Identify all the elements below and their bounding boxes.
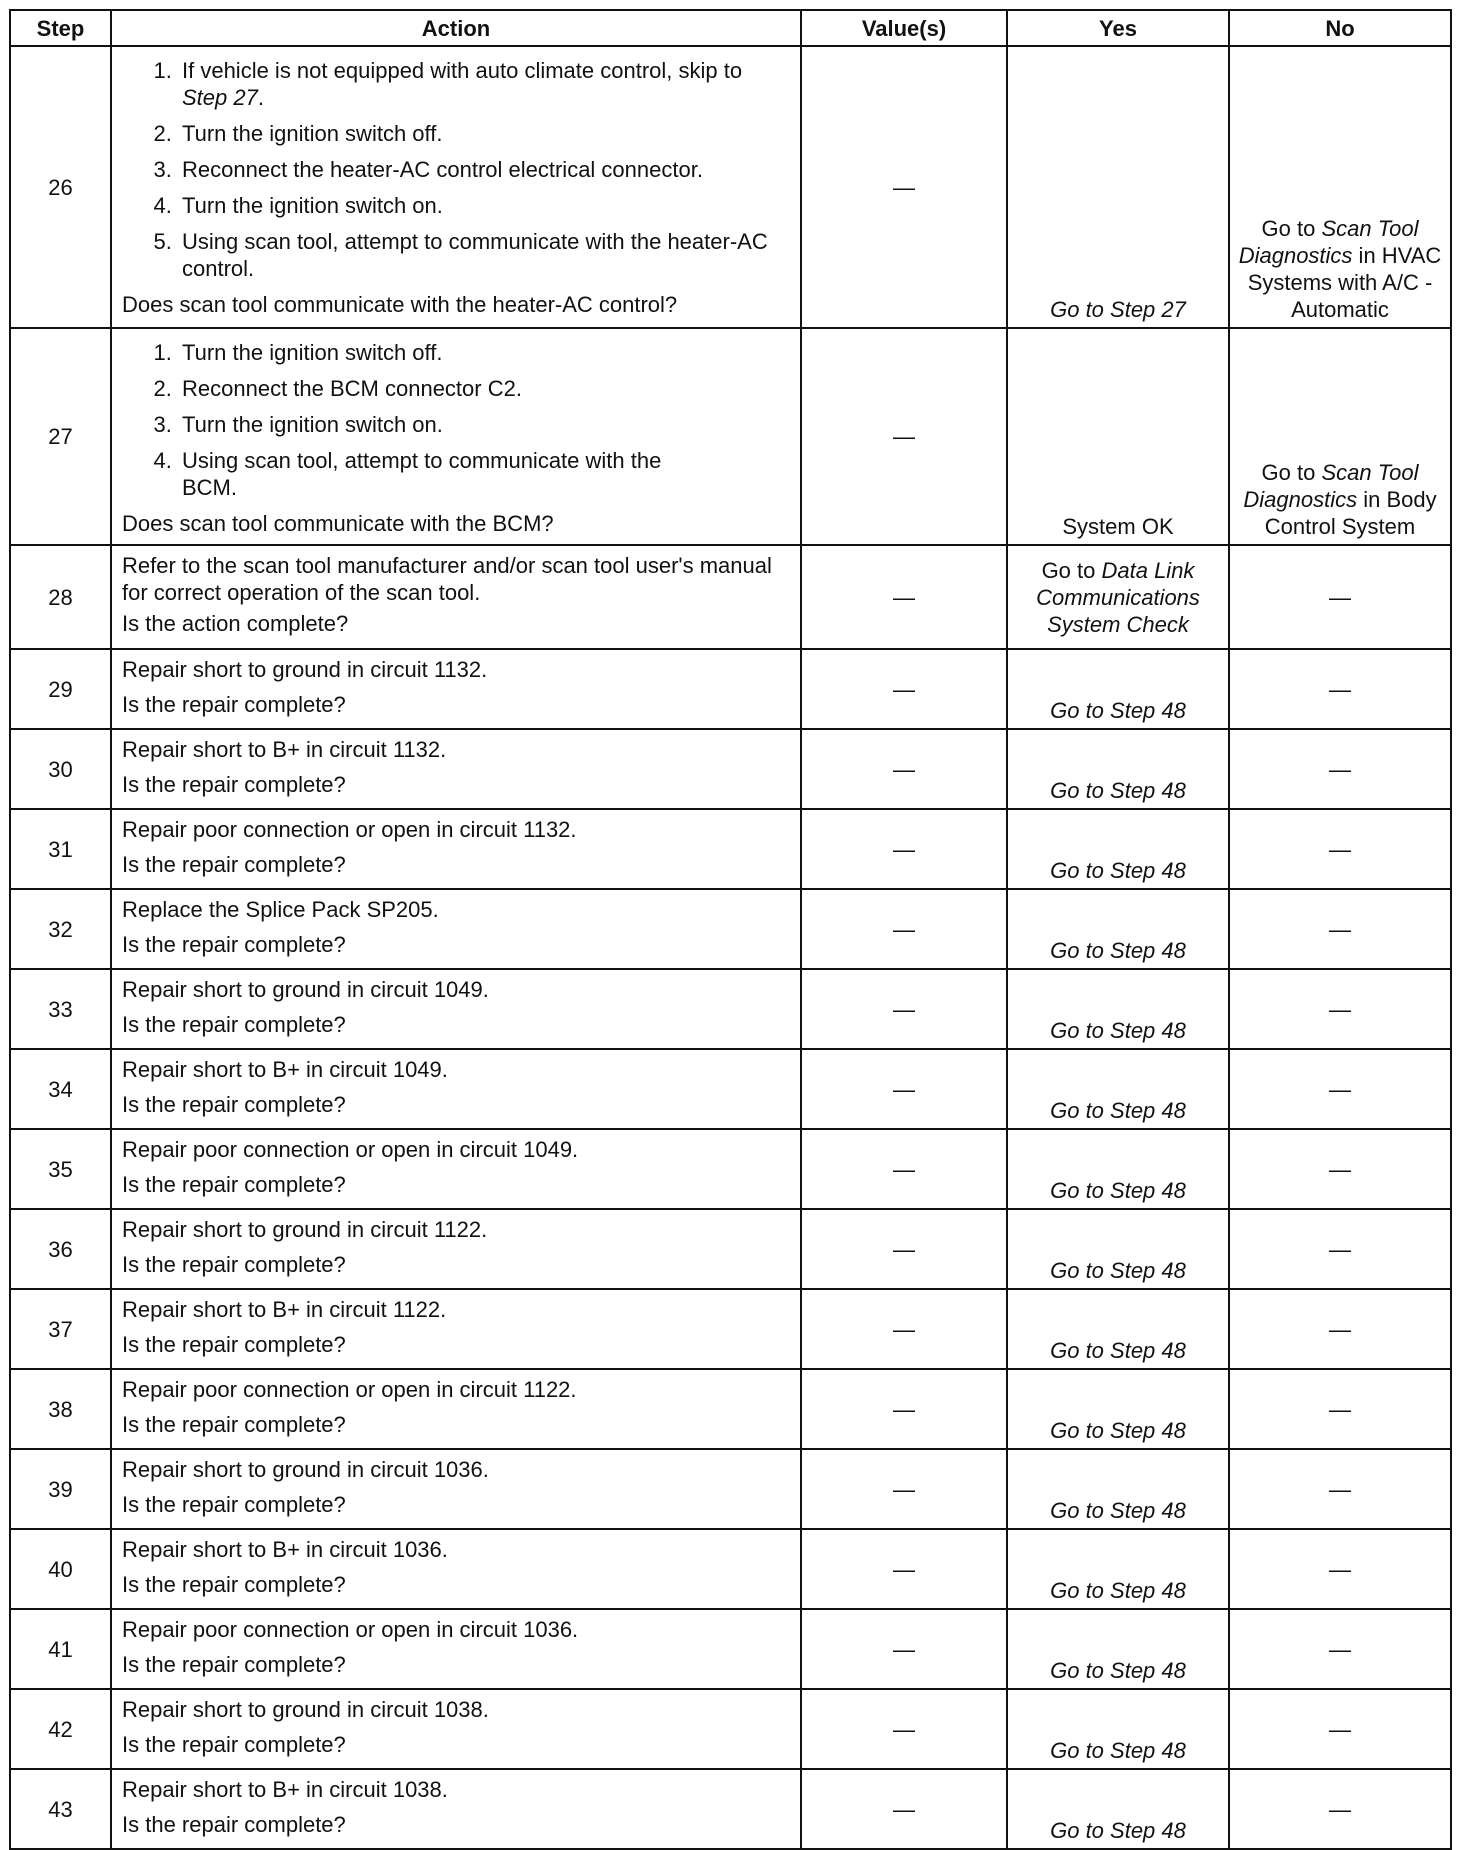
- yes-cell: Go to Step 48: [1007, 1689, 1229, 1769]
- table-row: [10, 545, 1451, 649]
- action-text: Repair short to B+ in circuit 1132.: [122, 737, 447, 762]
- action-text: Refer to the scan tool manufacturer and/or scan tool user's manual for correct operation of the scan tool.: [122, 553, 772, 605]
- no-cell: —: [1229, 545, 1451, 649]
- step-number: 31: [10, 809, 111, 889]
- action-text: Repair short to ground in circuit 1036.: [122, 1457, 489, 1482]
- question: Is the repair complete?: [122, 1652, 346, 1677]
- list-item: 2. Turn the ignition switch off.: [178, 120, 790, 147]
- action-cell: [111, 1369, 801, 1449]
- action-cell: [111, 1449, 801, 1529]
- action-cell: [111, 729, 801, 809]
- step-number: 35: [10, 1129, 111, 1209]
- table-row: [10, 729, 1451, 809]
- action-text: Repair short to B+ in circuit 1036.: [122, 1537, 448, 1562]
- question: Is the repair complete?: [122, 1572, 346, 1597]
- header-yes: Yes: [1007, 10, 1229, 46]
- step-number: 42: [10, 1689, 111, 1769]
- no-cell: —: [1229, 1449, 1451, 1529]
- list-item: 3. Turn the ignition switch on.: [178, 411, 790, 438]
- action-cell: [111, 1049, 801, 1129]
- table-row: [10, 1289, 1451, 1369]
- list-item: 1. Turn the ignition switch off.: [178, 339, 790, 366]
- value-cell: —: [801, 1289, 1007, 1369]
- yes-cell: Go to Step 27: [1007, 46, 1229, 328]
- header-row: [10, 10, 1451, 46]
- yes-cell: Go to Step 48: [1007, 1369, 1229, 1449]
- list-item: 3. Reconnect the heater-AC control electrical connector.: [178, 156, 790, 183]
- question: Is the repair complete?: [122, 1012, 346, 1037]
- no-cell: —: [1229, 1769, 1451, 1849]
- no-cell: Go to Scan Tool Diagnostics in HVAC Systems with A/C - Automatic: [1229, 46, 1451, 328]
- step-number: 37: [10, 1289, 111, 1369]
- value-cell: —: [801, 889, 1007, 969]
- question: Is the repair complete?: [122, 1252, 346, 1277]
- yes-cell: System OK: [1007, 328, 1229, 545]
- table-row: [10, 1209, 1451, 1289]
- no-cell: —: [1229, 889, 1451, 969]
- table-row: [10, 1049, 1451, 1129]
- question: Does scan tool communicate with the BCM?: [122, 511, 554, 536]
- no-cell: —: [1229, 1289, 1451, 1369]
- question: Is the repair complete?: [122, 1092, 346, 1117]
- action-cell: [111, 1529, 801, 1609]
- list-item: 1. If vehicle is not equipped with auto climate control, skip to Step 27.: [178, 57, 790, 111]
- yes-cell: Go to Step 48: [1007, 809, 1229, 889]
- action-list: [122, 339, 790, 501]
- action-cell: [111, 1209, 801, 1289]
- list-item: 5. Using scan tool, attempt to communicate with the heater-AC control.: [178, 228, 790, 282]
- no-cell: —: [1229, 649, 1451, 729]
- header-action: Action: [111, 10, 801, 46]
- step-number: 40: [10, 1529, 111, 1609]
- yes-cell: Go to Data Link Communications System Check: [1007, 545, 1229, 649]
- table-row: [10, 969, 1451, 1049]
- step-number: 39: [10, 1449, 111, 1529]
- action-text: Repair poor connection or open in circuit 1036.: [122, 1617, 579, 1642]
- step-number: 34: [10, 1049, 111, 1129]
- action-text: Replace the Splice Pack SP205.: [122, 897, 439, 922]
- yes-cell: Go to Step 48: [1007, 1529, 1229, 1609]
- action-text: Repair short to ground in circuit 1049.: [122, 977, 489, 1002]
- yes-cell: Go to Step 48: [1007, 1449, 1229, 1529]
- list-item: 2. Reconnect the BCM connector C2.: [178, 375, 790, 402]
- table-row: [10, 1369, 1451, 1449]
- action-text: Repair short to ground in circuit 1038.: [122, 1697, 489, 1722]
- table-row: [10, 1529, 1451, 1609]
- step-number: 36: [10, 1209, 111, 1289]
- list-item: 4. Using scan tool, attempt to communicate with the BCM.: [178, 447, 790, 501]
- table-row: [10, 1129, 1451, 1209]
- question: Is the repair complete?: [122, 692, 346, 717]
- table-row: [10, 328, 1451, 545]
- step-number: 29: [10, 649, 111, 729]
- step-number: 32: [10, 889, 111, 969]
- step-number: 43: [10, 1769, 111, 1849]
- action-cell: [111, 1609, 801, 1689]
- no-cell: Go to Scan Tool Diagnostics in Body Control System: [1229, 328, 1451, 545]
- action-text: Repair short to B+ in circuit 1049.: [122, 1057, 448, 1082]
- action-text: Repair short to ground in circuit 1122.: [122, 1217, 488, 1242]
- step-number: 26: [10, 46, 111, 328]
- value-cell: —: [801, 1049, 1007, 1129]
- question: Is the repair complete?: [122, 1492, 346, 1517]
- value-cell: —: [801, 1769, 1007, 1849]
- yes-cell: Go to Step 48: [1007, 729, 1229, 809]
- header-step: Step: [10, 10, 111, 46]
- action-cell: [111, 328, 801, 545]
- step-number: 33: [10, 969, 111, 1049]
- question: Is the repair complete?: [122, 772, 346, 797]
- action-list: [122, 57, 790, 282]
- yes-cell: Go to Step 48: [1007, 1209, 1229, 1289]
- value-cell: —: [801, 969, 1007, 1049]
- table-row: [10, 1449, 1451, 1529]
- action-text: Repair short to B+ in circuit 1122.: [122, 1297, 447, 1322]
- table-row: [10, 649, 1451, 729]
- action-text: Repair poor connection or open in circuit 1132.: [122, 817, 577, 842]
- no-cell: —: [1229, 1689, 1451, 1769]
- value-cell: —: [801, 1449, 1007, 1529]
- no-cell: —: [1229, 809, 1451, 889]
- action-text: Repair poor connection or open in circuit 1049.: [122, 1137, 579, 1162]
- step-number: 27: [10, 328, 111, 545]
- question: Is the repair complete?: [122, 932, 346, 957]
- action-cell: [111, 889, 801, 969]
- table-row: [10, 1689, 1451, 1769]
- question: Is the repair complete?: [122, 1332, 346, 1357]
- action-cell: [111, 809, 801, 889]
- diagnostic-table: [9, 9, 1452, 1850]
- no-cell: —: [1229, 1209, 1451, 1289]
- value-cell: —: [801, 545, 1007, 649]
- question: Is the repair complete?: [122, 852, 346, 877]
- table-row: [10, 889, 1451, 969]
- action-cell: [111, 1689, 801, 1769]
- yes-cell: Go to Step 48: [1007, 889, 1229, 969]
- question: Is the repair complete?: [122, 1812, 346, 1837]
- value-cell: —: [801, 1529, 1007, 1609]
- question: Is the repair complete?: [122, 1412, 346, 1437]
- yes-cell: Go to Step 48: [1007, 1609, 1229, 1689]
- yes-cell: Go to Step 48: [1007, 1049, 1229, 1129]
- value-cell: —: [801, 809, 1007, 889]
- action-cell: [111, 969, 801, 1049]
- yes-cell: Go to Step 48: [1007, 969, 1229, 1049]
- no-cell: —: [1229, 1129, 1451, 1209]
- value-cell: —: [801, 649, 1007, 729]
- yes-cell: Go to Step 48: [1007, 1769, 1229, 1849]
- value-cell: —: [801, 1369, 1007, 1449]
- action-text: Repair short to B+ in circuit 1038.: [122, 1777, 448, 1802]
- question: Is the repair complete?: [122, 1732, 346, 1757]
- header-no: No: [1229, 10, 1451, 46]
- yes-cell: Go to Step 48: [1007, 1129, 1229, 1209]
- no-cell: —: [1229, 1609, 1451, 1689]
- step-number: 30: [10, 729, 111, 809]
- no-cell: —: [1229, 729, 1451, 809]
- no-cell: —: [1229, 1049, 1451, 1129]
- question: Is the action complete?: [122, 611, 349, 636]
- table-row: [10, 1769, 1451, 1849]
- yes-cell: Go to Step 48: [1007, 649, 1229, 729]
- table-row: [10, 46, 1451, 328]
- step-number: 28: [10, 545, 111, 649]
- value-cell: —: [801, 46, 1007, 328]
- question: Is the repair complete?: [122, 1172, 346, 1197]
- action-text: Repair short to ground in circuit 1132.: [122, 657, 488, 682]
- value-cell: —: [801, 1689, 1007, 1769]
- action-cell: [111, 46, 801, 328]
- action-cell: [111, 649, 801, 729]
- table-row: [10, 1609, 1451, 1689]
- table-row: [10, 809, 1451, 889]
- action-cell: [111, 1289, 801, 1369]
- step-number: 38: [10, 1369, 111, 1449]
- action-text: Repair poor connection or open in circuit 1122.: [122, 1377, 577, 1402]
- list-item: 4. Turn the ignition switch on.: [178, 192, 790, 219]
- value-cell: —: [801, 1129, 1007, 1209]
- header-values: Value(s): [801, 10, 1007, 46]
- value-cell: —: [801, 1609, 1007, 1689]
- no-cell: —: [1229, 1369, 1451, 1449]
- action-cell: [111, 1129, 801, 1209]
- yes-cell: Go to Step 48: [1007, 1289, 1229, 1369]
- value-cell: —: [801, 328, 1007, 545]
- action-cell: [111, 1769, 801, 1849]
- value-cell: —: [801, 729, 1007, 809]
- action-cell: [111, 545, 801, 649]
- no-cell: —: [1229, 1529, 1451, 1609]
- no-cell: —: [1229, 969, 1451, 1049]
- step-number: 41: [10, 1609, 111, 1689]
- value-cell: —: [801, 1209, 1007, 1289]
- question: Does scan tool communicate with the heater-AC control?: [122, 292, 678, 317]
